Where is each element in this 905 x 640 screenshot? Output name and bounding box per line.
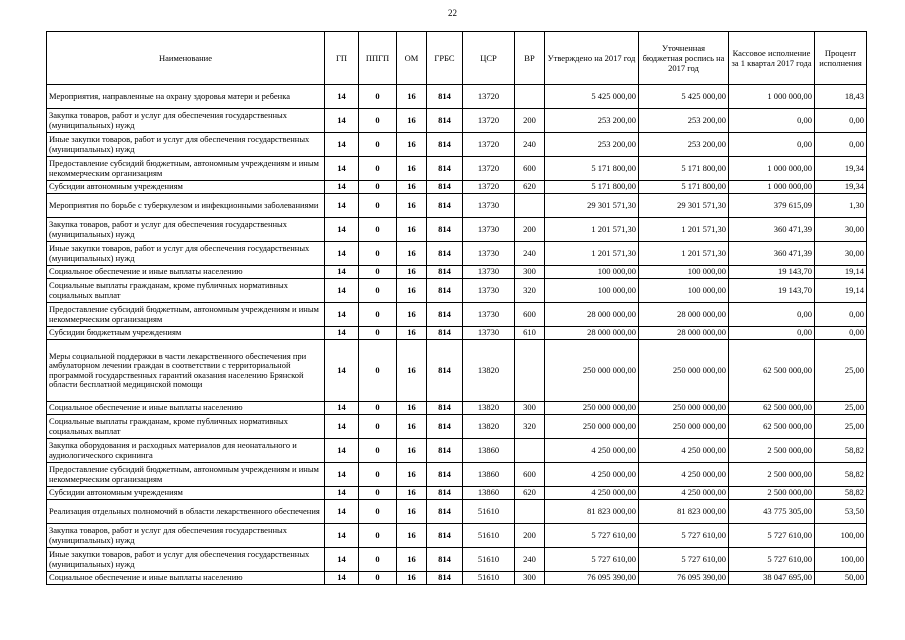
table-row <box>47 133 867 157</box>
table-row <box>47 463 867 487</box>
cell-revised: 5 425 000,00 <box>639 85 729 109</box>
cell-percent: 58,82 <box>815 439 867 463</box>
cell-executed: 360 471,39 <box>729 218 815 242</box>
cell-percent: 25,00 <box>815 340 867 402</box>
cell-om: 16 <box>397 303 427 327</box>
cell-gp: 14 <box>325 572 359 585</box>
cell-name: Иные закупки товаров, работ и услуг для обеспечения государственных (муниципальных) нужд <box>47 548 325 572</box>
cell-vr: 200 <box>515 218 545 242</box>
cell-grbs: 814 <box>427 109 463 133</box>
cell-executed: 62 500 000,00 <box>729 402 815 415</box>
cell-gp: 14 <box>325 303 359 327</box>
cell-gp: 14 <box>325 524 359 548</box>
cell-gp: 14 <box>325 500 359 524</box>
cell-ppgp: 0 <box>359 415 397 439</box>
cell-gp: 14 <box>325 194 359 218</box>
cell-percent: 100,00 <box>815 524 867 548</box>
cell-grbs: 814 <box>427 548 463 572</box>
cell-gp: 14 <box>325 463 359 487</box>
cell-vr <box>515 439 545 463</box>
cell-om: 16 <box>397 500 427 524</box>
cell-grbs: 814 <box>427 340 463 402</box>
cell-executed: 379 615,09 <box>729 194 815 218</box>
cell-csr: 51610 <box>463 524 515 548</box>
cell-om: 16 <box>397 415 427 439</box>
cell-approved: 250 000 000,00 <box>545 340 639 402</box>
cell-grbs: 814 <box>427 402 463 415</box>
cell-name: Социальное обеспечение и иные выплаты населению <box>47 572 325 585</box>
header-revised: Уточненная бюджетная роспись на 2017 год <box>639 32 729 85</box>
page-number: 22 <box>448 8 457 18</box>
cell-ppgp: 0 <box>359 279 397 303</box>
cell-name: Меры социальной поддержки в части лекарственного обеспечения при амбулаторном лечении граждан в соответствии с территориальной программой государственных гарантий оказания населению Брянской области бесплатной медицинской помощи <box>47 340 325 402</box>
table-row <box>47 487 867 500</box>
table-row <box>47 279 867 303</box>
cell-vr <box>515 500 545 524</box>
cell-ppgp: 0 <box>359 524 397 548</box>
cell-om: 16 <box>397 85 427 109</box>
cell-revised: 29 301 571,30 <box>639 194 729 218</box>
cell-om: 16 <box>397 327 427 340</box>
header-gp: ГП <box>325 32 359 85</box>
cell-approved: 253 200,00 <box>545 133 639 157</box>
header-csr: ЦСР <box>463 32 515 85</box>
cell-csr: 51610 <box>463 572 515 585</box>
cell-gp: 14 <box>325 181 359 194</box>
cell-name: Закупка оборудования и расходных материалов для неонатального и аудиологического скрининга <box>47 439 325 463</box>
cell-percent: 25,00 <box>815 402 867 415</box>
cell-approved: 5 727 610,00 <box>545 548 639 572</box>
cell-revised: 28 000 000,00 <box>639 303 729 327</box>
cell-vr: 620 <box>515 487 545 500</box>
cell-name: Закупка товаров, работ и услуг для обеспечения государственных (муниципальных) нужд <box>47 109 325 133</box>
cell-grbs: 814 <box>427 266 463 279</box>
header-name: Наименование <box>47 32 325 85</box>
cell-approved: 4 250 000,00 <box>545 463 639 487</box>
cell-grbs: 814 <box>427 303 463 327</box>
cell-csr: 13730 <box>463 303 515 327</box>
cell-approved: 5 171 800,00 <box>545 181 639 194</box>
cell-approved: 250 000 000,00 <box>545 415 639 439</box>
cell-ppgp: 0 <box>359 572 397 585</box>
table-row <box>47 218 867 242</box>
cell-om: 16 <box>397 157 427 181</box>
cell-executed: 43 775 305,00 <box>729 500 815 524</box>
cell-revised: 81 823 000,00 <box>639 500 729 524</box>
cell-revised: 76 095 390,00 <box>639 572 729 585</box>
cell-grbs: 814 <box>427 218 463 242</box>
cell-percent: 25,00 <box>815 415 867 439</box>
cell-gp: 14 <box>325 402 359 415</box>
cell-revised: 250 000 000,00 <box>639 415 729 439</box>
cell-gp: 14 <box>325 242 359 266</box>
cell-grbs: 814 <box>427 487 463 500</box>
table-row <box>47 109 867 133</box>
cell-csr: 13730 <box>463 194 515 218</box>
table-row <box>47 303 867 327</box>
cell-csr: 13820 <box>463 415 515 439</box>
cell-ppgp: 0 <box>359 109 397 133</box>
cell-executed: 62 500 000,00 <box>729 340 815 402</box>
cell-percent: 30,00 <box>815 218 867 242</box>
cell-revised: 250 000 000,00 <box>639 402 729 415</box>
cell-revised: 5 727 610,00 <box>639 548 729 572</box>
cell-executed: 5 727 610,00 <box>729 548 815 572</box>
cell-csr: 13720 <box>463 85 515 109</box>
cell-csr: 13730 <box>463 327 515 340</box>
table-row <box>47 572 867 585</box>
cell-csr: 13730 <box>463 266 515 279</box>
cell-revised: 5 727 610,00 <box>639 524 729 548</box>
cell-vr: 200 <box>515 524 545 548</box>
cell-approved: 5 727 610,00 <box>545 524 639 548</box>
cell-name: Субсидии автономным учреждениям <box>47 181 325 194</box>
cell-csr: 51610 <box>463 548 515 572</box>
cell-name: Реализация отдельных полномочий в области лекарственного обеспечения <box>47 500 325 524</box>
cell-csr: 13730 <box>463 279 515 303</box>
cell-vr: 300 <box>515 266 545 279</box>
cell-vr: 320 <box>515 415 545 439</box>
cell-vr: 240 <box>515 242 545 266</box>
cell-percent: 58,82 <box>815 463 867 487</box>
cell-gp: 14 <box>325 279 359 303</box>
table-row <box>47 266 867 279</box>
cell-gp: 14 <box>325 548 359 572</box>
cell-executed: 19 143,70 <box>729 266 815 279</box>
cell-gp: 14 <box>325 266 359 279</box>
cell-csr: 13730 <box>463 218 515 242</box>
table-header-row <box>47 32 867 85</box>
cell-name: Субсидии бюджетным учреждениям <box>47 327 325 340</box>
cell-percent: 53,50 <box>815 500 867 524</box>
budget-execution-table <box>46 31 867 585</box>
cell-executed: 2 500 000,00 <box>729 487 815 500</box>
cell-percent: 18,43 <box>815 85 867 109</box>
cell-ppgp: 0 <box>359 157 397 181</box>
cell-percent: 50,00 <box>815 572 867 585</box>
cell-ppgp: 0 <box>359 327 397 340</box>
cell-grbs: 814 <box>427 181 463 194</box>
cell-approved: 250 000 000,00 <box>545 402 639 415</box>
cell-om: 16 <box>397 340 427 402</box>
header-executed: Кассовое исполнение за 1 квартал 2017 года <box>729 32 815 85</box>
cell-name: Предоставление субсидий бюджетным, автономным учреждениям и иным некоммерческим организациям <box>47 463 325 487</box>
cell-executed: 5 727 610,00 <box>729 524 815 548</box>
cell-gp: 14 <box>325 133 359 157</box>
cell-csr: 13820 <box>463 402 515 415</box>
cell-om: 16 <box>397 487 427 500</box>
cell-grbs: 814 <box>427 415 463 439</box>
header-om: ОМ <box>397 32 427 85</box>
cell-executed: 0,00 <box>729 109 815 133</box>
cell-revised: 100 000,00 <box>639 266 729 279</box>
cell-approved: 28 000 000,00 <box>545 303 639 327</box>
cell-ppgp: 0 <box>359 303 397 327</box>
cell-om: 16 <box>397 279 427 303</box>
cell-name: Закупка товаров, работ и услуг для обеспечения государственных (муниципальных) нужд <box>47 218 325 242</box>
cell-vr: 240 <box>515 133 545 157</box>
cell-csr: 13860 <box>463 463 515 487</box>
cell-grbs: 814 <box>427 242 463 266</box>
table-row <box>47 402 867 415</box>
cell-name: Социальные выплаты гражданам, кроме публичных нормативных социальных выплат <box>47 415 325 439</box>
cell-ppgp: 0 <box>359 181 397 194</box>
cell-grbs: 814 <box>427 439 463 463</box>
cell-om: 16 <box>397 133 427 157</box>
cell-revised: 1 201 571,30 <box>639 218 729 242</box>
cell-grbs: 814 <box>427 279 463 303</box>
cell-revised: 100 000,00 <box>639 279 729 303</box>
cell-approved: 100 000,00 <box>545 279 639 303</box>
cell-grbs: 814 <box>427 524 463 548</box>
cell-ppgp: 0 <box>359 242 397 266</box>
table-body <box>47 85 867 585</box>
cell-om: 16 <box>397 181 427 194</box>
cell-percent: 0,00 <box>815 327 867 340</box>
cell-gp: 14 <box>325 327 359 340</box>
cell-approved: 1 201 571,30 <box>545 218 639 242</box>
cell-vr: 300 <box>515 572 545 585</box>
cell-ppgp: 0 <box>359 340 397 402</box>
cell-gp: 14 <box>325 487 359 500</box>
cell-approved: 76 095 390,00 <box>545 572 639 585</box>
table-row <box>47 85 867 109</box>
cell-om: 16 <box>397 548 427 572</box>
cell-name: Мероприятия, направленные на охрану здоровья матери и ребенка <box>47 85 325 109</box>
cell-revised: 28 000 000,00 <box>639 327 729 340</box>
cell-om: 16 <box>397 242 427 266</box>
cell-percent: 1,30 <box>815 194 867 218</box>
cell-approved: 28 000 000,00 <box>545 327 639 340</box>
cell-approved: 5 425 000,00 <box>545 85 639 109</box>
cell-approved: 5 171 800,00 <box>545 157 639 181</box>
cell-grbs: 814 <box>427 463 463 487</box>
cell-executed: 0,00 <box>729 327 815 340</box>
cell-name: Иные закупки товаров, работ и услуг для обеспечения государственных (муниципальных) нужд <box>47 133 325 157</box>
cell-vr: 600 <box>515 303 545 327</box>
cell-revised: 4 250 000,00 <box>639 463 729 487</box>
cell-name: Мероприятия по борьбе с туберкулезом и инфекционными заболеваниями <box>47 194 325 218</box>
cell-approved: 1 201 571,30 <box>545 242 639 266</box>
cell-csr: 13820 <box>463 340 515 402</box>
cell-percent: 19,14 <box>815 279 867 303</box>
cell-percent: 0,00 <box>815 303 867 327</box>
cell-csr: 13720 <box>463 157 515 181</box>
cell-approved: 4 250 000,00 <box>545 487 639 500</box>
cell-vr: 320 <box>515 279 545 303</box>
cell-gp: 14 <box>325 218 359 242</box>
cell-executed: 0,00 <box>729 133 815 157</box>
cell-om: 16 <box>397 266 427 279</box>
cell-grbs: 814 <box>427 85 463 109</box>
cell-approved: 253 200,00 <box>545 109 639 133</box>
header-grbs: ГРБС <box>427 32 463 85</box>
cell-executed: 1 000 000,00 <box>729 85 815 109</box>
cell-gp: 14 <box>325 340 359 402</box>
cell-name: Предоставление субсидий бюджетным, автономным учреждениям и иным некоммерческим организациям <box>47 157 325 181</box>
cell-percent: 19,34 <box>815 181 867 194</box>
cell-grbs: 814 <box>427 327 463 340</box>
table-row <box>47 181 867 194</box>
cell-grbs: 814 <box>427 157 463 181</box>
cell-om: 16 <box>397 524 427 548</box>
cell-revised: 4 250 000,00 <box>639 487 729 500</box>
cell-gp: 14 <box>325 157 359 181</box>
table-row <box>47 415 867 439</box>
cell-percent: 30,00 <box>815 242 867 266</box>
cell-name: Социальные выплаты гражданам, кроме публичных нормативных социальных выплат <box>47 279 325 303</box>
cell-revised: 250 000 000,00 <box>639 340 729 402</box>
table-row <box>47 157 867 181</box>
cell-executed: 360 471,39 <box>729 242 815 266</box>
cell-approved: 81 823 000,00 <box>545 500 639 524</box>
cell-grbs: 814 <box>427 572 463 585</box>
cell-vr: 600 <box>515 463 545 487</box>
cell-csr: 13720 <box>463 133 515 157</box>
cell-grbs: 814 <box>427 500 463 524</box>
cell-grbs: 814 <box>427 194 463 218</box>
cell-csr: 13860 <box>463 487 515 500</box>
cell-vr <box>515 194 545 218</box>
cell-executed: 19 143,70 <box>729 279 815 303</box>
cell-executed: 0,00 <box>729 303 815 327</box>
cell-revised: 5 171 800,00 <box>639 157 729 181</box>
cell-executed: 62 500 000,00 <box>729 415 815 439</box>
cell-percent: 0,00 <box>815 109 867 133</box>
cell-csr: 13720 <box>463 109 515 133</box>
table-row <box>47 242 867 266</box>
cell-csr: 51610 <box>463 500 515 524</box>
cell-om: 16 <box>397 218 427 242</box>
table-row <box>47 327 867 340</box>
cell-ppgp: 0 <box>359 218 397 242</box>
cell-executed: 1 000 000,00 <box>729 157 815 181</box>
table-row <box>47 524 867 548</box>
cell-gp: 14 <box>325 109 359 133</box>
cell-gp: 14 <box>325 85 359 109</box>
cell-name: Социальное обеспечение и иные выплаты населению <box>47 266 325 279</box>
cell-percent: 100,00 <box>815 548 867 572</box>
cell-om: 16 <box>397 572 427 585</box>
header-vr: ВР <box>515 32 545 85</box>
cell-ppgp: 0 <box>359 500 397 524</box>
cell-om: 16 <box>397 402 427 415</box>
cell-percent: 58,82 <box>815 487 867 500</box>
cell-revised: 253 200,00 <box>639 109 729 133</box>
table-row <box>47 548 867 572</box>
cell-vr: 240 <box>515 548 545 572</box>
table-row <box>47 340 867 402</box>
cell-om: 16 <box>397 109 427 133</box>
table-row <box>47 439 867 463</box>
table-row <box>47 500 867 524</box>
cell-vr: 600 <box>515 157 545 181</box>
cell-ppgp: 0 <box>359 487 397 500</box>
cell-approved: 29 301 571,30 <box>545 194 639 218</box>
cell-gp: 14 <box>325 439 359 463</box>
cell-revised: 5 171 800,00 <box>639 181 729 194</box>
cell-name: Иные закупки товаров, работ и услуг для обеспечения государственных (муниципальных) нужд <box>47 242 325 266</box>
cell-percent: 19,34 <box>815 157 867 181</box>
cell-csr: 13720 <box>463 181 515 194</box>
cell-om: 16 <box>397 463 427 487</box>
cell-revised: 4 250 000,00 <box>639 439 729 463</box>
cell-vr: 610 <box>515 327 545 340</box>
header-ppgp: ППГП <box>359 32 397 85</box>
table-row <box>47 194 867 218</box>
cell-csr: 13860 <box>463 439 515 463</box>
cell-approved: 100 000,00 <box>545 266 639 279</box>
header-percent: Процент исполнения <box>815 32 867 85</box>
cell-om: 16 <box>397 439 427 463</box>
cell-percent: 0,00 <box>815 133 867 157</box>
header-approved: Утверждено на 2017 год <box>545 32 639 85</box>
cell-ppgp: 0 <box>359 194 397 218</box>
cell-grbs: 814 <box>427 133 463 157</box>
cell-revised: 1 201 571,30 <box>639 242 729 266</box>
cell-executed: 2 500 000,00 <box>729 439 815 463</box>
cell-executed: 2 500 000,00 <box>729 463 815 487</box>
cell-vr <box>515 85 545 109</box>
cell-vr: 620 <box>515 181 545 194</box>
cell-name: Предоставление субсидий бюджетным, автономным учреждениям и иным некоммерческим организациям <box>47 303 325 327</box>
cell-vr: 200 <box>515 109 545 133</box>
cell-approved: 4 250 000,00 <box>545 439 639 463</box>
cell-vr <box>515 340 545 402</box>
cell-ppgp: 0 <box>359 463 397 487</box>
cell-name: Социальное обеспечение и иные выплаты населению <box>47 402 325 415</box>
cell-ppgp: 0 <box>359 266 397 279</box>
cell-csr: 13730 <box>463 242 515 266</box>
cell-gp: 14 <box>325 415 359 439</box>
cell-percent: 19,14 <box>815 266 867 279</box>
cell-ppgp: 0 <box>359 402 397 415</box>
cell-ppgp: 0 <box>359 548 397 572</box>
cell-name: Закупка товаров, работ и услуг для обеспечения государственных (муниципальных) нужд <box>47 524 325 548</box>
cell-ppgp: 0 <box>359 439 397 463</box>
cell-om: 16 <box>397 194 427 218</box>
cell-revised: 253 200,00 <box>639 133 729 157</box>
cell-ppgp: 0 <box>359 133 397 157</box>
cell-vr: 300 <box>515 402 545 415</box>
cell-executed: 38 047 695,00 <box>729 572 815 585</box>
cell-executed: 1 000 000,00 <box>729 181 815 194</box>
cell-name: Субсидии автономным учреждениям <box>47 487 325 500</box>
cell-ppgp: 0 <box>359 85 397 109</box>
